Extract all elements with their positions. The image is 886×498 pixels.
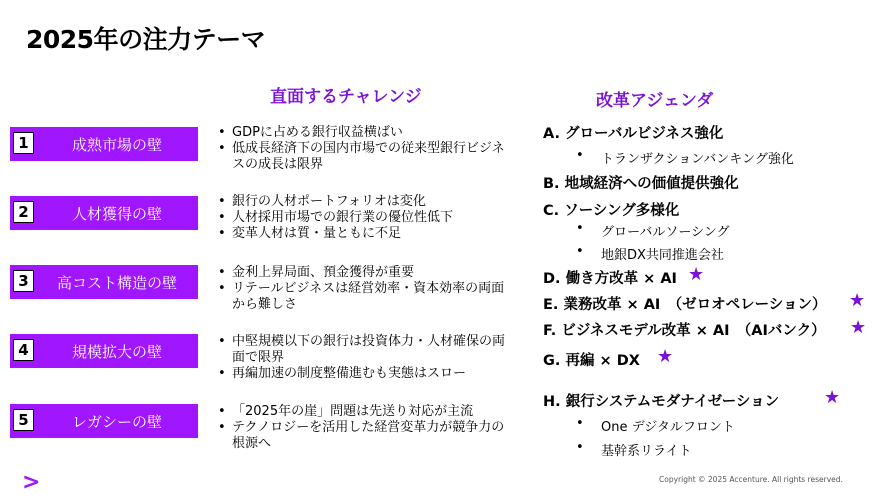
agenda-g: G. 再編 × DX <box>543 353 640 369</box>
accenture-logo: > <box>22 470 41 495</box>
agenda-c-sub-1: • グローバルソーシング <box>601 221 730 240</box>
bullet-item: • 銀行の人材ポートフォリオは変化 <box>218 194 508 210</box>
wall-number: 2 <box>13 201 34 223</box>
agenda-h: H. 銀行システムモダナイゼーション <box>543 394 780 410</box>
wall-box-4 <box>10 334 198 368</box>
bullet-item: • 変革人材は質・量ともに不足 <box>218 226 508 242</box>
wall-bullets-2 <box>218 194 508 242</box>
agenda-c-sub-2: • 地銀DX共同推進会社 <box>601 244 724 263</box>
wall-label: 規模拡大の壁 <box>71 342 162 361</box>
bullet-item: • 金利上昇局面、預金獲得が重要 <box>218 265 508 281</box>
agenda-h-sub-2: • 基幹系リライト <box>601 440 692 459</box>
wall-number: 3 <box>13 270 34 292</box>
wall-box-3 <box>10 265 198 299</box>
agenda-d: D. 働き方改革 × AI <box>543 271 677 287</box>
star-icon: ★ <box>688 264 705 285</box>
copyright-text: Copyright © 2025 Accenture. All rights reserved. <box>659 475 843 484</box>
agenda-a-sub-1: • トランザクションバンキング強化 <box>601 148 794 167</box>
star-icon: ★ <box>849 290 866 311</box>
page-title: 2025年の注力テーマ <box>26 25 266 54</box>
wall-box-2 <box>10 196 198 230</box>
challenges-header: 直面するチャレンジ <box>270 87 422 107</box>
agenda-c: C. ソーシング多様化 <box>543 203 680 219</box>
wall-label: レガシーの壁 <box>71 412 162 431</box>
agenda-f: F. ビジネスモデル改革 × AI （AIバンク） <box>543 323 826 339</box>
bullet-item: • GDPに占める銀行収益横ばい <box>218 125 508 141</box>
agenda-e: E. 業務改革 × AI （ゼロオペレーション） <box>543 297 827 313</box>
wall-bullets-1 <box>218 125 508 173</box>
bullet-item: • 人材採用市場での銀行業の優位性低下 <box>218 210 508 226</box>
agenda-a: A. グローバルビジネス強化 <box>543 126 724 142</box>
star-icon: ★ <box>850 317 867 338</box>
wall-bullets-4 <box>218 334 508 382</box>
bullet-item: • 「2025年の崖」問題は先送り対応が主流 <box>218 404 508 420</box>
wall-label: 人材獲得の壁 <box>71 204 162 223</box>
star-icon: ★ <box>824 387 841 408</box>
agenda-h-sub-1: • One デジタルフロント <box>601 416 735 435</box>
bullet-item: • 低成長経済下の国内市場での従来型銀行ビジネスの成長は限界 <box>218 141 508 173</box>
bullet-item: • リテールビジネスは経営効率・資本効率の両面から難しさ <box>218 281 508 313</box>
wall-bullets-3 <box>218 265 508 313</box>
star-icon: ★ <box>657 346 674 367</box>
bullet-item: • テクノロジーを活用した経営変革力が競争力の根源へ <box>218 420 508 452</box>
wall-number: 1 <box>13 132 34 154</box>
wall-label: 成熟市場の壁 <box>71 135 162 154</box>
wall-box-1 <box>10 127 198 161</box>
bullet-item: • 中堅規模以下の銀行は投資体力・人材確保の両面で限界 <box>218 334 508 366</box>
wall-box-5 <box>10 404 198 438</box>
agenda-b: B. 地域経済への価値提供強化 <box>543 176 739 192</box>
wall-number: 4 <box>13 339 34 361</box>
agenda-header: 改革アジェンダ <box>596 91 714 111</box>
bullet-item: • 再編加速の制度整備進むも実態はスロー <box>218 366 508 382</box>
wall-bullets-5 <box>218 404 508 452</box>
wall-label: 高コスト構造の壁 <box>56 273 177 292</box>
wall-number: 5 <box>13 409 34 431</box>
